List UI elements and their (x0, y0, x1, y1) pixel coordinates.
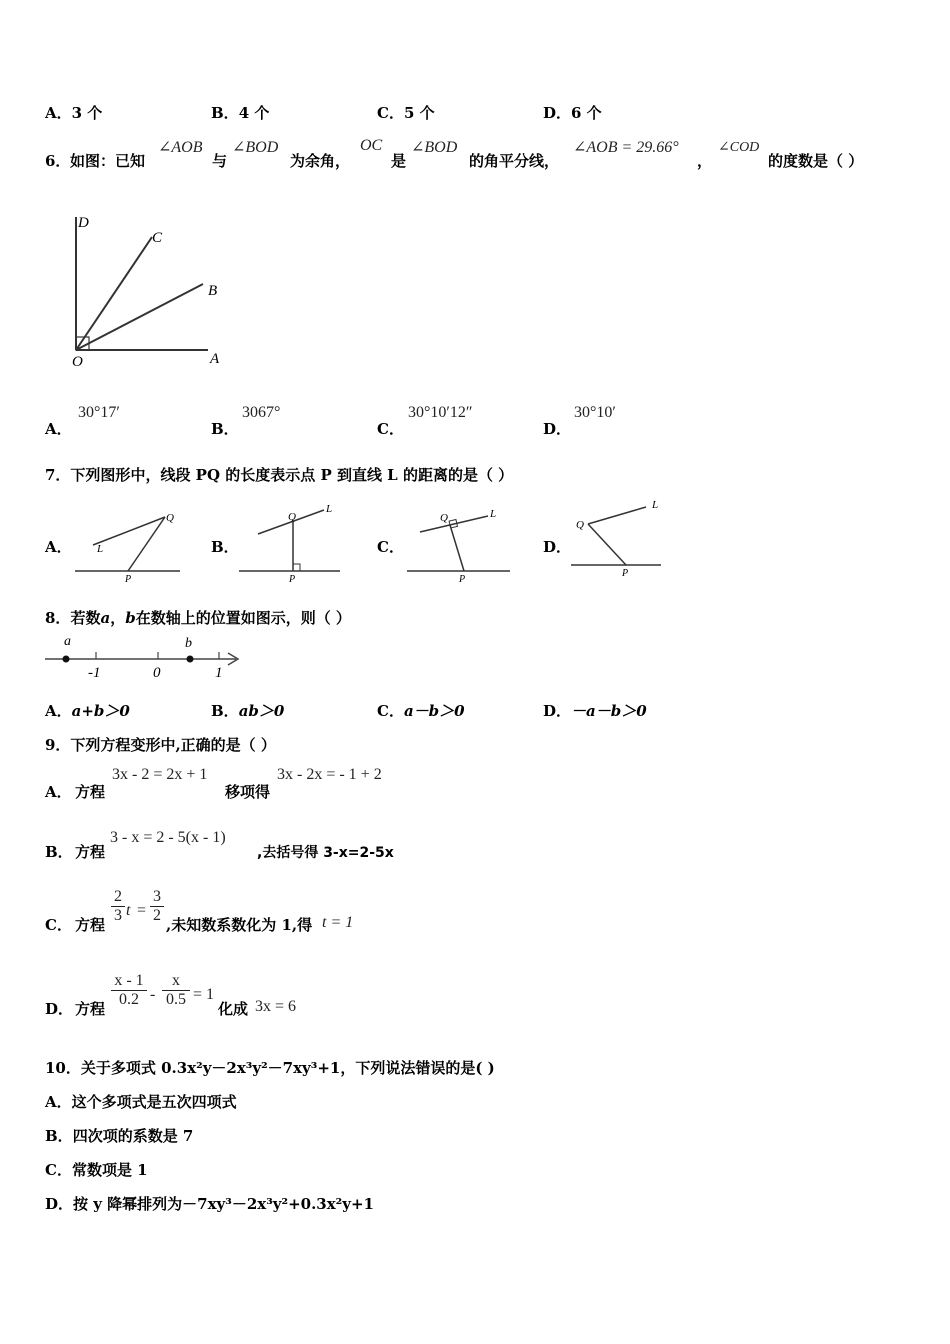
q6-text-5: 的角平分线， (469, 152, 560, 170)
q8-number-line (40, 630, 250, 685)
q9-a-result: 3x - 2x = - 1 + 2 (277, 766, 382, 783)
svg-text:P: P (289, 574, 296, 585)
q6-text-6: ， (697, 152, 713, 170)
option-a: A．3 个 (45, 104, 103, 122)
svg-text:P: P (125, 574, 132, 585)
q9-c-result: t = 1 (322, 914, 354, 931)
q7-figure-c (402, 503, 522, 585)
svg-text:a: a (64, 634, 71, 649)
q7-option-c-label: C． (377, 538, 404, 556)
q6-option-a-value: 30°17′ (78, 404, 120, 421)
q6-option-d-value: 30°10′ (574, 404, 616, 421)
q8-option-c: C．a－b＞0 (377, 702, 465, 720)
svg-text:1: 1 (215, 665, 223, 681)
q6-option-b-value: 3067° (242, 404, 281, 421)
svg-text:L: L (490, 508, 497, 520)
q6-math-cod: ∠COD (718, 140, 760, 155)
q6-text-3: 为余角， (290, 152, 351, 170)
q9-a-text-1: 方程 (75, 783, 106, 801)
q6-math-aob: ∠AOB (158, 139, 203, 156)
q6-option-a-label: A． (45, 420, 72, 438)
q9-c-label: C． (45, 916, 72, 934)
q9-c-fraction-rhs: $\frac{3}{2}$ (150, 888, 164, 925)
q10-option-d: D．按 y 降幂排列为－7xy³－2x³y²+0.3x²y+1 (45, 1195, 374, 1213)
q6-math-bod: ∠BOD (232, 139, 279, 156)
q6-math-bod-2: ∠BOD (411, 139, 458, 156)
q9-a-equation: 3x - 2 = 2x + 1 (112, 766, 208, 783)
q7-figure-d (568, 495, 668, 580)
q9-c-equals: = (137, 902, 147, 919)
ray-ob (76, 284, 203, 350)
q10-option-c: C．常数项是 1 (45, 1161, 148, 1179)
label-d: D (78, 215, 89, 231)
q9-b-text-1: 方程 (75, 843, 106, 861)
svg-text:-1: -1 (88, 665, 101, 681)
q6-math-oc: OC (360, 137, 383, 154)
svg-text:L: L (652, 499, 659, 511)
label-a: A (210, 351, 220, 367)
svg-text:Q: Q (440, 512, 448, 524)
q7-stem: 7．下列图形中，线段 PQ 的长度表示点 P 到直线 L 的距离的是（ ） (45, 466, 514, 484)
q10-option-a: A．这个多项式是五次四项式 (45, 1093, 237, 1111)
label-b: B (208, 283, 218, 299)
q10-stem: 10．关于多项式 0.3x²y－2x³y²－7xy³+1，下列说法错误的是( ) (45, 1059, 495, 1077)
q8-stem: 8．若数a，b在数轴上的位置如图示，则（ ） (45, 609, 351, 627)
q9-d-fraction-2: $\frac{x}{0.5}$ (162, 972, 190, 1009)
q7-figure-b (236, 500, 356, 585)
q9-d-text-1: 方程 (75, 1000, 106, 1018)
q9-d-result: 3x = 6 (255, 998, 297, 1015)
q7-figure-a (70, 505, 190, 585)
svg-text:Q: Q (166, 512, 174, 524)
point-a (63, 656, 70, 663)
option-b: B．4 个 (211, 104, 270, 122)
q9-d-minus: - (150, 986, 156, 1003)
q9-c-text-2: ,未知数系数化为 1,得 (166, 916, 313, 934)
q9-a-text-2: 移项得 (225, 783, 271, 801)
q6-option-b-label: B． (211, 420, 239, 438)
q9-c-text-1: 方程 (75, 916, 106, 934)
svg-text:L: L (97, 543, 104, 555)
svg-text:P: P (459, 574, 466, 585)
option-c: C．5 个 (377, 104, 435, 122)
q6-angle-figure (60, 205, 240, 375)
q9-c-variable: t (126, 902, 131, 919)
label-o: O (72, 354, 83, 370)
svg-text:Q: Q (288, 511, 296, 523)
option-d: D．6 个 (543, 104, 602, 122)
svg-text:L: L (326, 503, 333, 515)
q9-d-text-2: 化成 (218, 1000, 249, 1018)
q6-text-4: 是 (391, 152, 407, 170)
q9-b-text-2: ,去括号得 3-x=2-5x (257, 845, 394, 861)
q6-text-7: 的度数是（ ） (768, 152, 864, 170)
q9-d-label: D． (45, 1000, 74, 1018)
q8-option-a: A．a+b＞0 (45, 702, 130, 720)
q7-option-d-label: D． (543, 538, 572, 556)
q7-option-a-label: A． (45, 538, 72, 556)
q6-option-c-label: C． (377, 420, 404, 438)
q9-c-fraction-lhs: $\frac{2}{3}$ (111, 888, 125, 925)
q6-text-1: 如图：已知 (70, 152, 146, 170)
q9-a-label: A． (45, 783, 72, 801)
svg-text:P: P (622, 568, 629, 579)
q9-b-equation: 3 - x = 2 - 5(x - 1) (110, 829, 226, 846)
q6-math-aob-value: ∠AOB = 29.66° (573, 139, 679, 156)
q6-option-d-label: D． (543, 420, 572, 438)
svg-text:0: 0 (153, 665, 161, 681)
q8-option-d: D．－a－b＞0 (543, 702, 647, 720)
q9-d-equals: = 1 (193, 986, 215, 1003)
q7-option-b-label: B． (211, 538, 239, 556)
q6-text-2: 与 (212, 152, 228, 170)
label-c: C (152, 230, 163, 246)
q6-number: 6． (45, 152, 71, 170)
q8-option-b: B．ab＞0 (211, 702, 285, 720)
svg-text:b: b (185, 636, 192, 651)
q9-b-label: B． (45, 843, 73, 861)
ray-oc (76, 237, 152, 350)
q10-option-b: B．四次项的系数是 7 (45, 1127, 194, 1145)
q6-option-c-value: 30°10′12″ (408, 404, 473, 421)
point-b (187, 656, 194, 663)
q9-d-fraction-1: $\frac{x - 1}{0.2}$ (111, 972, 147, 1009)
q9-stem: 9．下列方程变形中,正确的是（ ） (45, 736, 276, 754)
svg-text:Q: Q (576, 519, 584, 531)
